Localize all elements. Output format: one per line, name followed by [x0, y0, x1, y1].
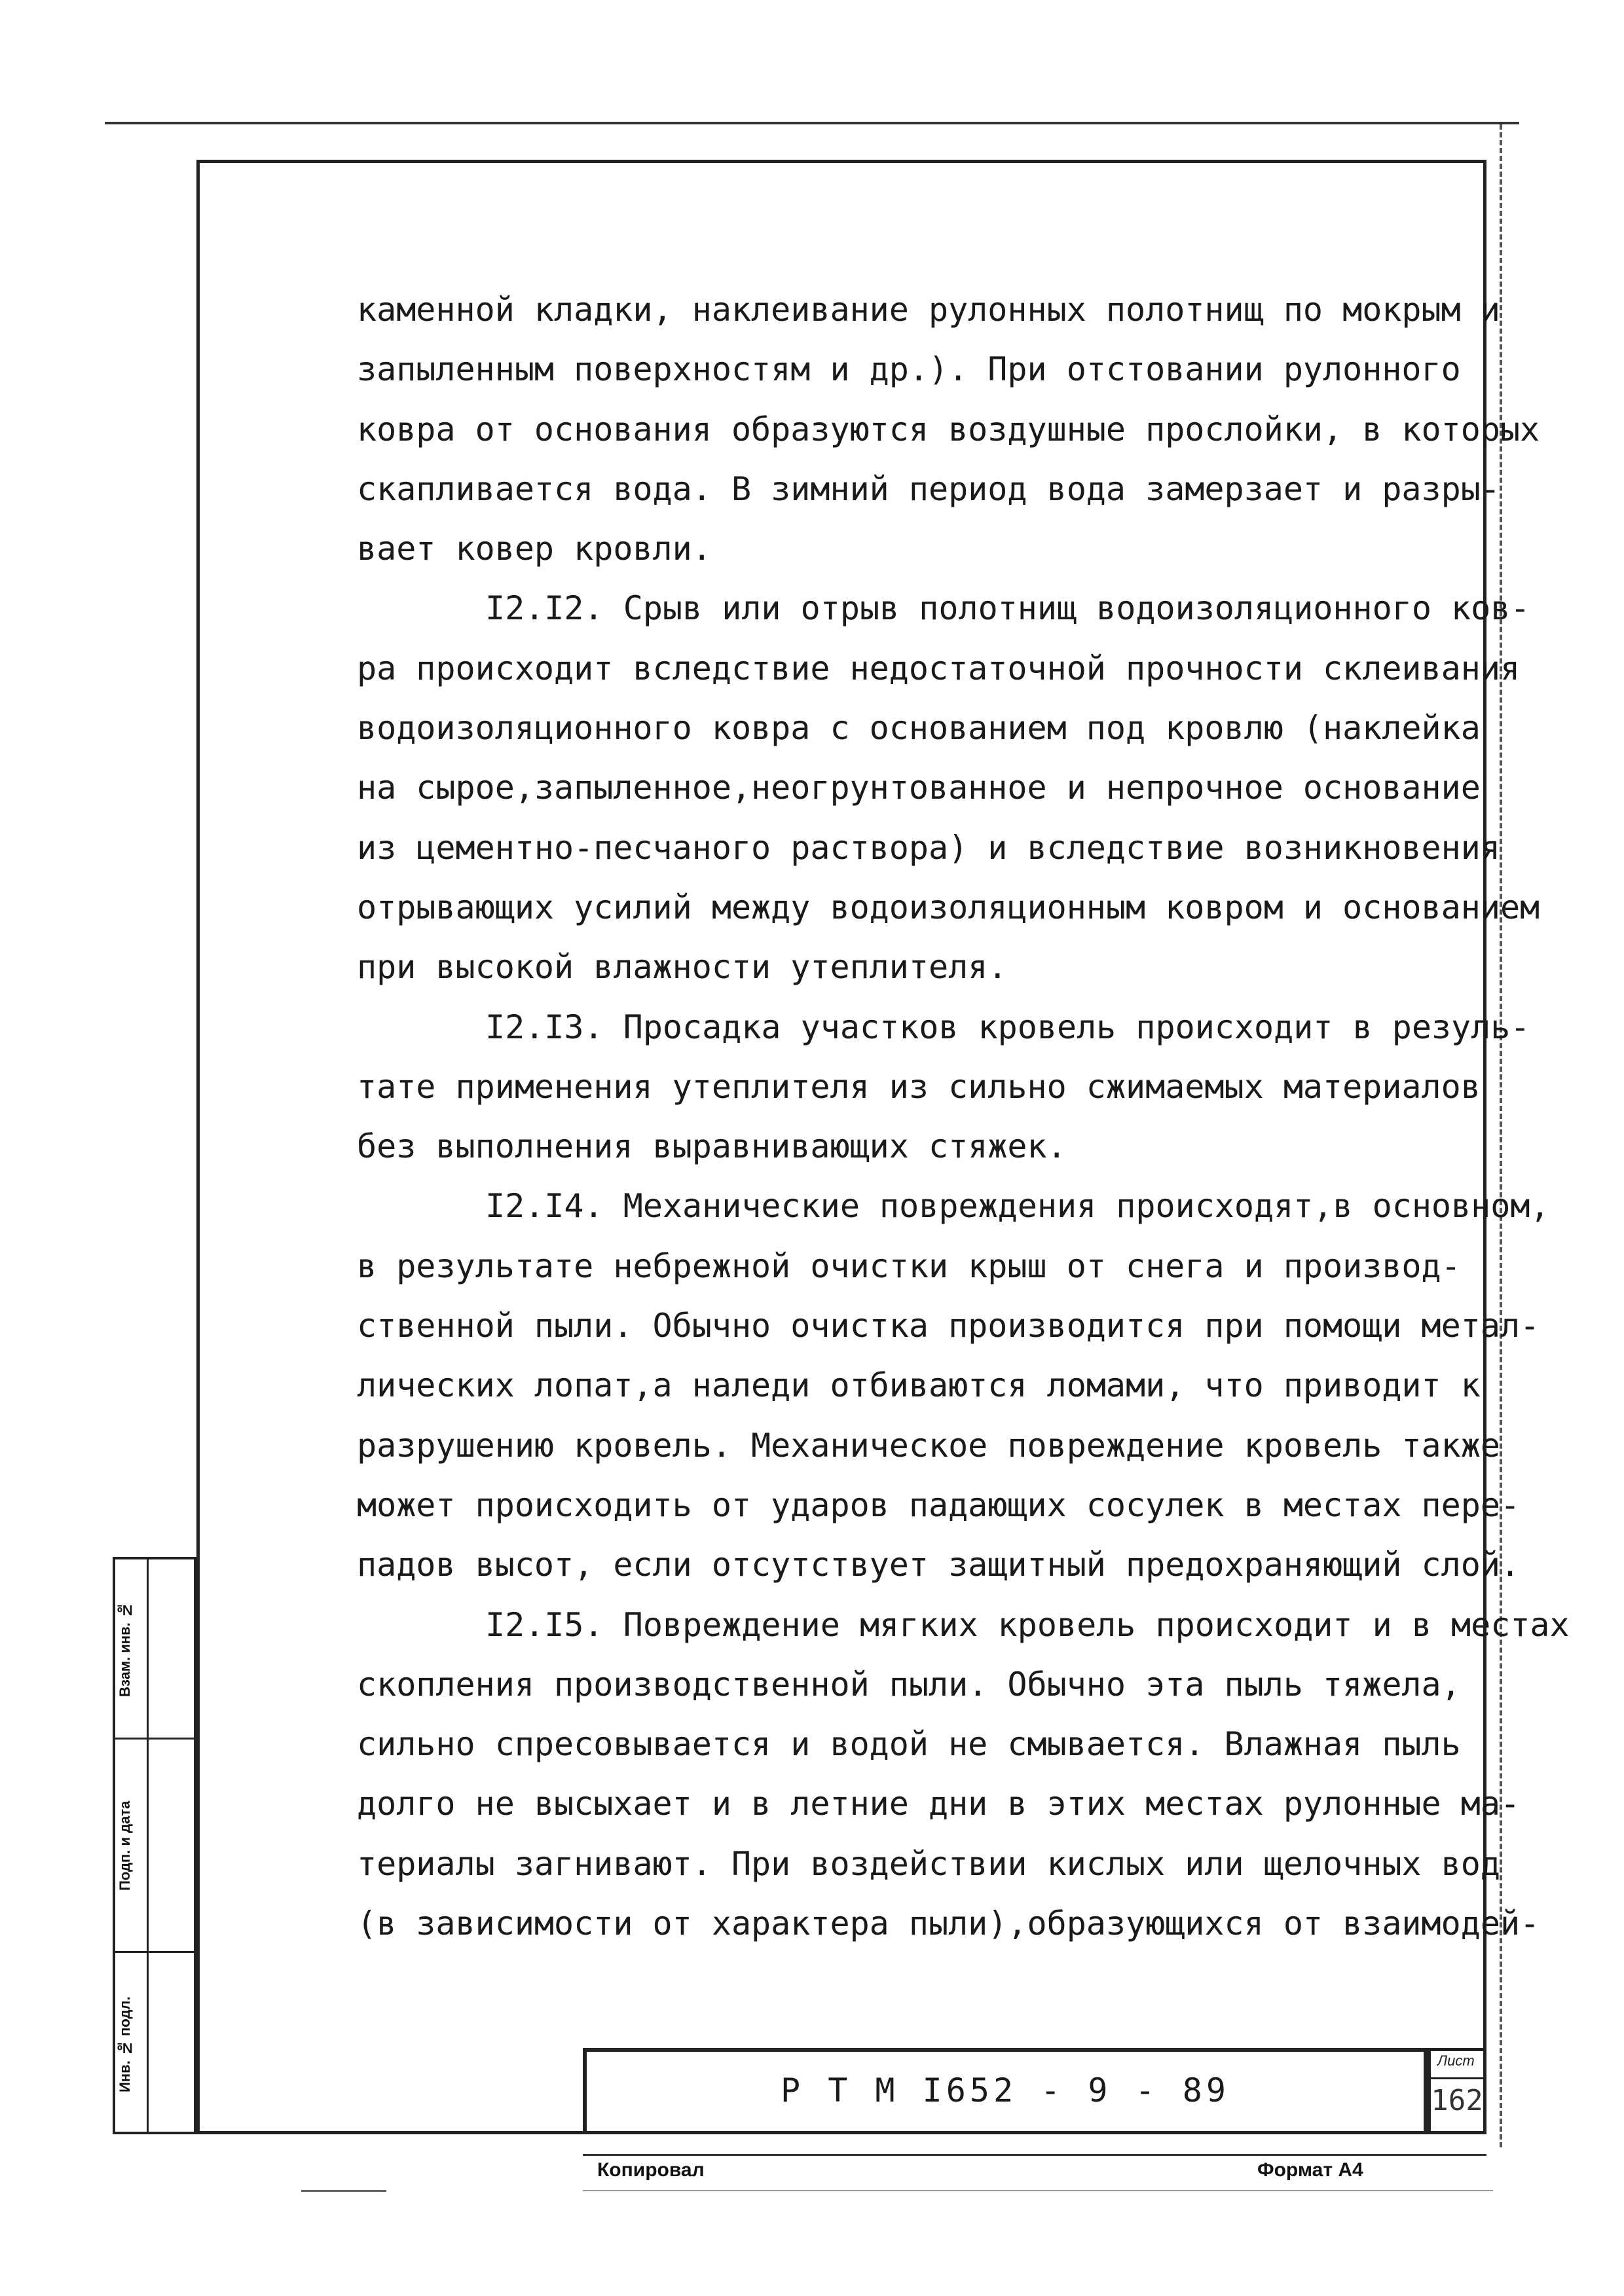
text-line: I2.I5. Повреждение мягких кровель происходит и в местах	[485, 1605, 1570, 1644]
text-line: скапливается вода. В зимний период вода замерзает и разры-	[357, 469, 1500, 508]
footer-format-label: Формат А4	[1257, 2159, 1363, 2181]
title-block	[583, 2048, 1428, 2133]
text-line: лических лопат,а наледи отбиваются ломами, что приводит к	[357, 1366, 1481, 1405]
text-line: на сырое,запыленное,неогрунтованное и непрочное основание	[357, 769, 1481, 807]
bottom-dash	[583, 2190, 1493, 2191]
bottom-dash	[301, 2190, 386, 2192]
body-text	[357, 280, 1570, 1954]
text-line: ственной пыли. Обычно очистка производится при помощи метал-	[357, 1307, 1540, 1345]
text-line: тате применения утеплителя из сильно сжимаемых материалов	[357, 1067, 1481, 1106]
text-line: сильно спресовывается и водой не смывается. Влажная пыль	[357, 1725, 1461, 1764]
stamp-row-divider	[115, 1951, 194, 1953]
text-line: из цементно-песчаного раствора) и вследствие возникновения	[357, 828, 1500, 867]
text-line: в результате небрежной очистки крыш от снега и производ-	[357, 1247, 1461, 1285]
text-line: отрывающих усилий между водоизоляционным ковром и основанием	[357, 888, 1540, 926]
stamp-label-replace-inv: Взам. инв. №	[117, 1602, 133, 1697]
footer-copied-label: Копировал	[597, 2159, 705, 2181]
sheet-number: 162	[1431, 2084, 1483, 2117]
stamp-label-signature-date: Подп. и дата	[117, 1800, 133, 1891]
sheet-label: Лист	[1437, 2052, 1475, 2069]
text-line: при высокой влажности утеплителя.	[357, 948, 1008, 987]
text-line: разрушению кровель. Механическое повреждение кровель также	[357, 1426, 1500, 1465]
footer-rule	[583, 2154, 1486, 2156]
text-line: без выполнения выравнивающих стяжек.	[357, 1127, 1067, 1166]
text-line: может происходить от ударов падающих сосулек в местах пере-	[357, 1485, 1521, 1524]
stamp-column-divider	[147, 1559, 149, 2132]
text-line: I2.I2. Срыв или отрыв полотнищ водоизоляционного ков-	[485, 589, 1530, 628]
text-line: каменной кладки, наклеивание рулонных полотнищ по мокрым и	[357, 291, 1500, 329]
text-line: I2.I3. Просадка участков кровель происходит в резуль-	[485, 1008, 1530, 1046]
side-stamp	[113, 1557, 196, 2134]
text-line: териалы загнивают. При воздействии кислых или щелочных вод	[357, 1844, 1500, 1883]
text-line: скопления производственной пыли. Обычно эта пыль тяжела,	[357, 1665, 1461, 1704]
text-line: ра происходит вследствие недостаточной прочности склеивания	[357, 649, 1521, 687]
text-line: долго не высыхает и в летние дни в этих местах рулонные ма-	[357, 1785, 1521, 1823]
stamp-label-original-inv: Инв. № подл.	[117, 1996, 133, 2092]
text-line: запыленным поверхностям и др.). При отстовании рулонного	[357, 350, 1461, 389]
text-line: падов высот, если отсутствует защитный предохраняющий слой.	[357, 1546, 1521, 1584]
text-line: водоизоляционного ковра с основанием под кровлю (наклейка	[357, 709, 1481, 748]
top-rule	[105, 122, 1519, 124]
text-line: ковра от основания образуются воздушные прослойки, в которых	[357, 410, 1540, 448]
text-line: I2.I4. Механические повреждения происходят,в основном,	[485, 1187, 1550, 1226]
sheet-number-box	[1428, 2048, 1486, 2133]
text-line: вает ковер кровли.	[357, 530, 712, 568]
document-code: Р Т М I652 - 9 - 89	[781, 2071, 1230, 2109]
sheet-divider	[1431, 2077, 1483, 2079]
stamp-row-divider	[115, 1738, 194, 1740]
text-line: (в зависимости от характера пыли),образующихся от взаимодей-	[357, 1904, 1540, 1943]
